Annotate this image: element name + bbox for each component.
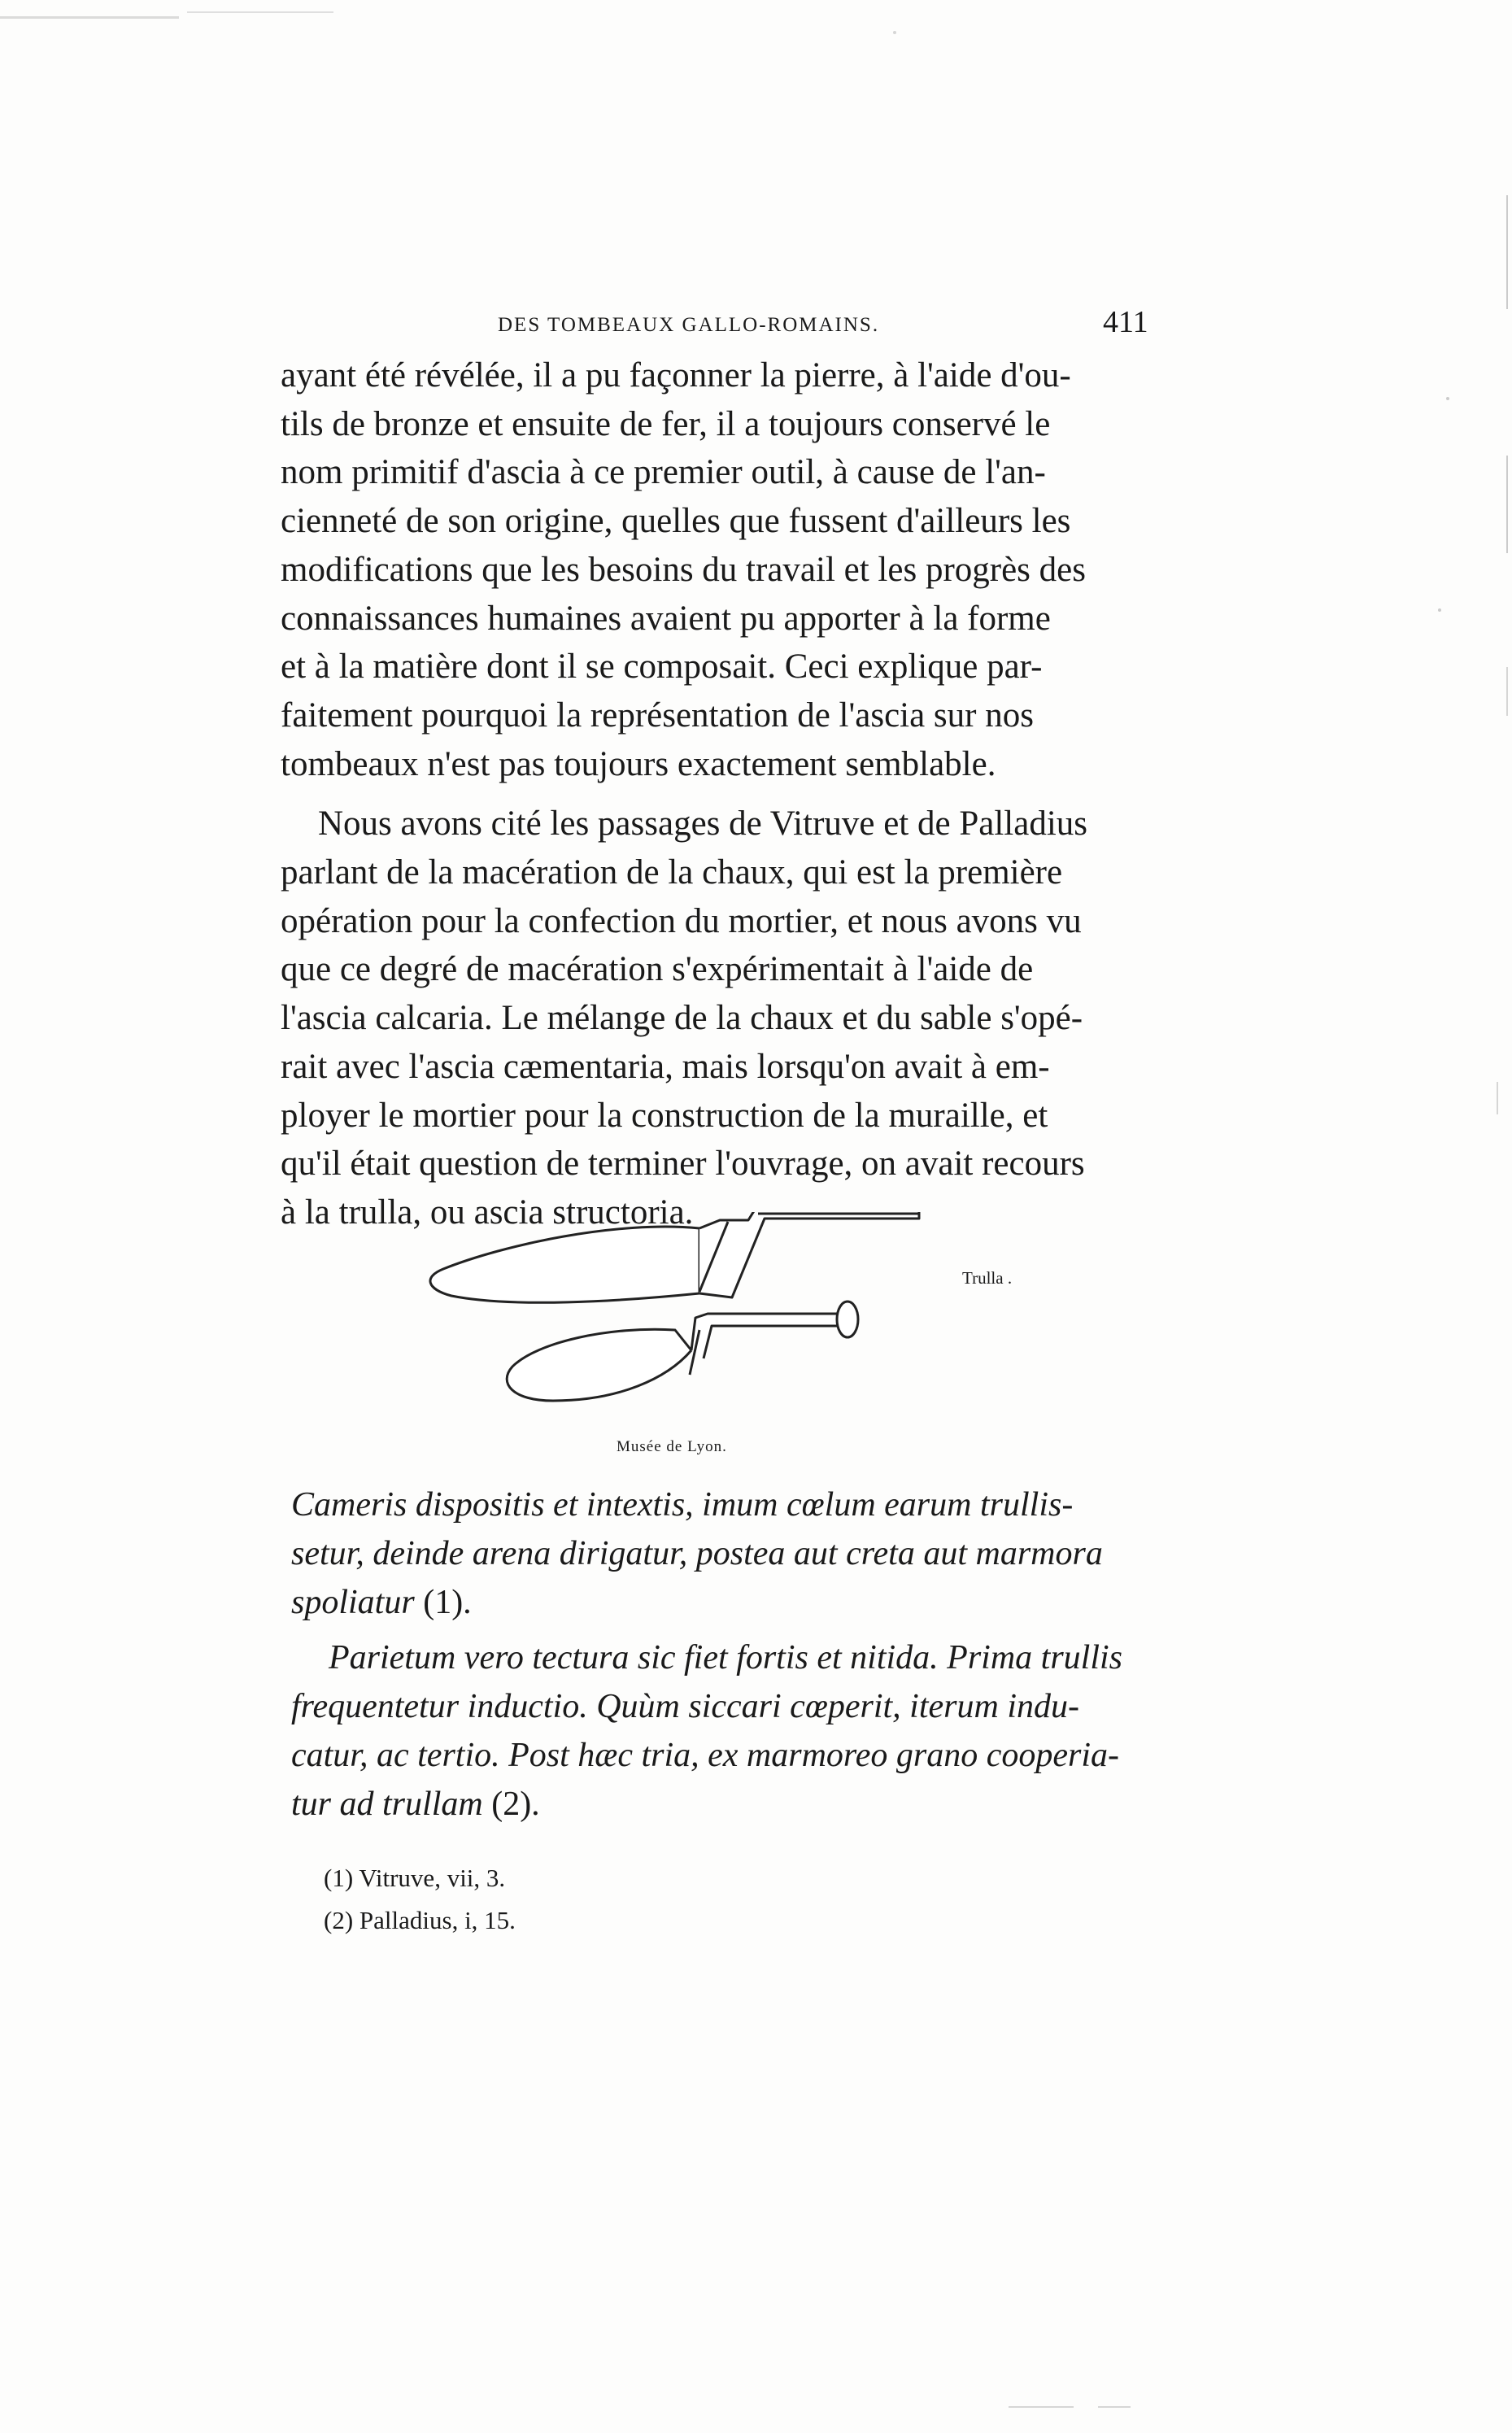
line: connaissances humaines avaient pu apporter à la forme bbox=[281, 599, 1051, 638]
latin-quote-1 bbox=[291, 1480, 1174, 1627]
line: qu'il était question de terminer l'ouvrage, on avait recours bbox=[281, 1145, 1085, 1184]
line: rait avec l'ascia cæmentaria, mais lorsqu'on avait à em- bbox=[281, 1047, 1050, 1086]
line: l'ascia calcaria. Le mélange de la chaux et du sable s'opé- bbox=[281, 999, 1083, 1038]
latin-quote-2 bbox=[291, 1633, 1174, 1829]
footnote-1 bbox=[324, 1857, 516, 1899]
line: parlant de la macération de la chaux, qui est la première bbox=[281, 853, 1063, 892]
footnotes bbox=[324, 1857, 516, 1942]
footnote-ref-2: (2). bbox=[491, 1786, 540, 1823]
line: ayant été révélée, il a pu façonner la pierre, à l'aide d'ou- bbox=[281, 356, 1071, 395]
lower-trowel-handle bbox=[691, 1314, 838, 1358]
trulla-figure bbox=[407, 1212, 1106, 1464]
footnote-2 bbox=[324, 1899, 516, 1942]
footnote-marker: (2) bbox=[324, 1906, 354, 1934]
trulla-illustration bbox=[407, 1212, 1106, 1448]
upper-trowel-blade bbox=[430, 1227, 699, 1302]
line: Cameris dispositis et intextis, imum cœlum earum trullis- bbox=[291, 1486, 1074, 1524]
line: tombeaux n'est pas toujours exactement semblable. bbox=[281, 744, 996, 783]
lower-trowel-blade bbox=[507, 1329, 691, 1401]
figure-caption: Musée de Lyon. bbox=[617, 1438, 727, 1455]
latin-quotations bbox=[291, 1480, 1174, 1829]
body-text bbox=[281, 351, 1167, 1237]
paragraph-1 bbox=[281, 351, 1167, 788]
line: cienneté de son origine, quelles que fussent d'ailleurs les bbox=[281, 502, 1071, 541]
line: opération pour la confection du mortier, et nous avons vu bbox=[281, 901, 1082, 940]
line: Nous avons cité les passages de Vitruve et de Palladius bbox=[318, 804, 1087, 844]
line: frequentetur inductio. Quùm siccari cœperit, iterum indu- bbox=[291, 1688, 1079, 1725]
footnote-text: Palladius, i, 15. bbox=[359, 1906, 516, 1934]
line: setur, deinde arena dirigatur, postea aut creta aut marmora bbox=[291, 1535, 1103, 1572]
upper-trowel-handle bbox=[699, 1212, 919, 1297]
footnote-text: Vitruve, vii, 3. bbox=[359, 1864, 506, 1892]
page-number: 411 bbox=[1103, 305, 1148, 339]
page-header bbox=[285, 307, 1179, 348]
line: nom primitif d'ascia à ce premier outil, à cause de l'an- bbox=[281, 453, 1046, 492]
figure-label: Trulla . bbox=[962, 1268, 1013, 1288]
line: faitement pourquoi la représentation de l'ascia sur nos bbox=[281, 695, 1034, 735]
line: que ce degré de macération s'expérimentait à l'aide de bbox=[281, 950, 1034, 989]
line: spoliatur bbox=[291, 1584, 415, 1621]
running-title: DES TOMBEAUX GALLO-ROMAINS. bbox=[498, 314, 880, 336]
line: à la trulla, ou ascia structoria. bbox=[281, 1193, 694, 1232]
line: ployer le mortier pour la construction de la muraille, et bbox=[281, 1096, 1048, 1135]
line: et à la matière dont il se composait. Ceci explique par- bbox=[281, 647, 1043, 687]
handle-ring bbox=[837, 1302, 858, 1337]
paragraph-2 bbox=[281, 800, 1167, 1236]
line: modifications que les besoins du travail et les progrès des bbox=[281, 550, 1086, 589]
line: catur, ac tertio. Post hæc tria, ex marmoreo grano cooperia- bbox=[291, 1737, 1119, 1774]
footnote-marker: (1) bbox=[324, 1864, 354, 1892]
line: tur ad trullam bbox=[291, 1786, 483, 1823]
line: Parietum vero tectura sic fiet fortis et nitida. Prima trullis bbox=[329, 1639, 1123, 1677]
line: tils de bronze et ensuite de fer, il a toujours conservé le bbox=[281, 404, 1051, 443]
footnote-ref-1: (1). bbox=[423, 1584, 472, 1621]
